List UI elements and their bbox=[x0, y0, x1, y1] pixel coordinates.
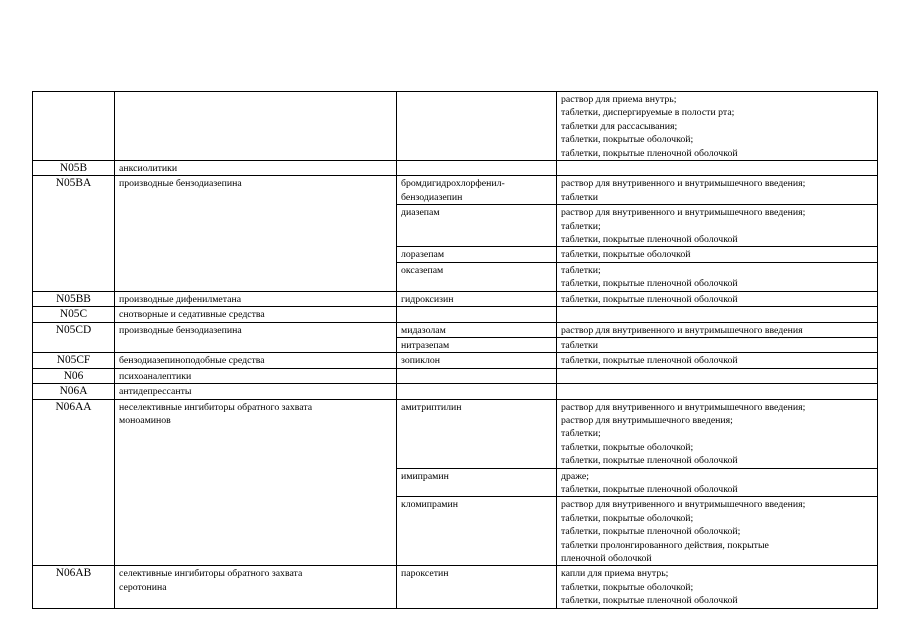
drug-cell bbox=[397, 368, 557, 383]
table-row bbox=[33, 399, 878, 468]
drug-cell bbox=[397, 337, 557, 352]
table-row bbox=[33, 322, 878, 337]
drug-line: нитразепам bbox=[401, 339, 450, 351]
form-line: капли для приема внутрь; bbox=[561, 568, 669, 580]
group-cell bbox=[115, 161, 397, 176]
form-line: раствор для внутривенного и внутримышечного введения bbox=[561, 324, 803, 336]
table-row bbox=[33, 92, 878, 161]
table-row bbox=[33, 368, 878, 383]
form-line: таблетки, покрытые оболочкой; bbox=[561, 512, 694, 524]
form-line: таблетки; bbox=[561, 428, 601, 440]
drug-line: зопиклон bbox=[401, 355, 440, 367]
atc-code-cell: N06A bbox=[33, 384, 115, 399]
form-line: таблетки, покрытые пленочной оболочкой; bbox=[561, 526, 741, 538]
form-line: таблетки, покрытые пленочной оболочкой bbox=[561, 355, 738, 367]
form-line: таблетки, покрытые пленочной оболочкой bbox=[561, 147, 738, 159]
group-cell bbox=[115, 322, 397, 353]
form-line: таблетки, покрытые пленочной оболочкой bbox=[561, 293, 738, 305]
form-line: пленочной оболочкой bbox=[561, 553, 652, 564]
forms-cell bbox=[557, 291, 878, 306]
forms-cell bbox=[557, 307, 878, 322]
group-line: психоаналептики bbox=[119, 370, 192, 382]
form-line: таблетки bbox=[561, 339, 599, 351]
group-cell bbox=[115, 92, 397, 161]
drug-line: бензодиазепин bbox=[401, 191, 463, 203]
form-line: таблетки, покрытые пленочной оболочкой bbox=[561, 234, 738, 246]
drug-cell bbox=[397, 161, 557, 176]
drug-cell bbox=[397, 497, 557, 566]
group-line: производные дифенилметана bbox=[119, 293, 242, 305]
atc-code-cell: N05BA bbox=[33, 176, 115, 291]
atc-code-cell: N05CF bbox=[33, 353, 115, 368]
forms-cell bbox=[557, 384, 878, 399]
table-row bbox=[33, 307, 878, 322]
drug-cell bbox=[397, 384, 557, 399]
atc-code-cell: N06AA bbox=[33, 399, 115, 566]
group-line: антидепрессанты bbox=[119, 386, 192, 398]
table-row bbox=[33, 384, 878, 399]
form-line: таблетки, диспергируемые в полости рта; bbox=[561, 107, 735, 119]
group-cell bbox=[115, 368, 397, 383]
drug-cell bbox=[397, 307, 557, 322]
form-line: таблетки; bbox=[561, 264, 601, 276]
table-row bbox=[33, 176, 878, 205]
forms-cell bbox=[557, 161, 878, 176]
group-line: снотворные и седативные средства bbox=[119, 309, 265, 321]
group-line: производные бензодиазепина bbox=[119, 178, 242, 190]
form-line: таблетки, покрытые пленочной оболочкой bbox=[561, 455, 738, 467]
drug-cell bbox=[397, 322, 557, 337]
group-cell bbox=[115, 566, 397, 608]
form-line: таблетки пролонгированного действия, покрытые bbox=[561, 539, 769, 551]
group-line: производные бензодиазепина bbox=[119, 324, 242, 336]
table-row bbox=[33, 291, 878, 306]
drug-cell bbox=[397, 92, 557, 161]
drug-cell bbox=[397, 399, 557, 468]
forms-cell bbox=[557, 262, 878, 291]
form-line: таблетки; bbox=[561, 220, 601, 232]
forms-cell bbox=[557, 176, 878, 205]
atc-code-cell: N06 bbox=[33, 368, 115, 383]
drug-line: пароксетин bbox=[401, 568, 449, 580]
table-row bbox=[33, 353, 878, 368]
group-cell bbox=[115, 291, 397, 306]
drug-line: мидазолам bbox=[401, 324, 446, 336]
forms-cell bbox=[557, 92, 878, 161]
forms-cell bbox=[557, 368, 878, 383]
form-line: таблетки, покрытые оболочкой; bbox=[561, 134, 694, 146]
group-cell bbox=[115, 176, 397, 291]
form-line: раствор для внутримышечного введения; bbox=[561, 414, 733, 426]
form-line: раствор для внутривенного и внутримышечного введения; bbox=[561, 207, 806, 219]
drug-line: амитриптилин bbox=[401, 401, 462, 413]
group-line: серотонина bbox=[119, 581, 167, 593]
drug-cell bbox=[397, 262, 557, 291]
drug-line: имипрамин bbox=[401, 470, 449, 482]
form-line: таблетки, покрытые оболочкой; bbox=[561, 581, 694, 593]
atc-code-cell: N05BB bbox=[33, 291, 115, 306]
atc-code-cell bbox=[33, 92, 115, 161]
group-cell bbox=[115, 384, 397, 399]
form-line: раствор для приема внутрь; bbox=[561, 94, 677, 105]
drug-line: кломипрамин bbox=[401, 499, 458, 511]
form-line: таблетки, покрытые пленочной оболочкой bbox=[561, 278, 738, 290]
drug-line: диазепам bbox=[401, 207, 440, 219]
forms-cell bbox=[557, 322, 878, 337]
drug-cell bbox=[397, 176, 557, 205]
forms-cell bbox=[557, 566, 878, 608]
group-line: бензодиазепиноподобные средства bbox=[119, 355, 265, 367]
forms-cell bbox=[557, 468, 878, 497]
form-line: таблетки для рассасывания; bbox=[561, 120, 678, 132]
form-line: таблетки, покрытые оболочкой bbox=[561, 249, 691, 261]
drug-line: бромдигидрохлорфенил- bbox=[401, 178, 505, 190]
drug-cell bbox=[397, 353, 557, 368]
form-line: таблетки, покрытые пленочной оболочкой bbox=[561, 483, 738, 495]
group-line: селективные ингибиторы обратного захвата bbox=[119, 568, 303, 580]
atc-code-cell: N05C bbox=[33, 307, 115, 322]
drug-cell bbox=[397, 468, 557, 497]
form-line: драже; bbox=[561, 470, 589, 482]
form-line: раствор для внутривенного и внутримышечного введения; bbox=[561, 178, 806, 190]
group-line: анксиолитики bbox=[119, 163, 178, 175]
forms-cell bbox=[557, 247, 878, 262]
forms-cell bbox=[557, 353, 878, 368]
atc-code-cell: N05CD bbox=[33, 322, 115, 353]
drug-cell bbox=[397, 247, 557, 262]
form-line: таблетки, покрытые пленочной оболочкой bbox=[561, 595, 738, 607]
table-row bbox=[33, 161, 878, 176]
drug-cell bbox=[397, 291, 557, 306]
form-line: таблетки, покрытые оболочкой; bbox=[561, 441, 694, 453]
drug-classification-table bbox=[32, 91, 878, 609]
group-cell bbox=[115, 353, 397, 368]
form-line: раствор для внутривенного и внутримышечного введения; bbox=[561, 401, 806, 413]
forms-cell bbox=[557, 497, 878, 566]
drug-cell bbox=[397, 205, 557, 247]
atc-code-cell: N05B bbox=[33, 161, 115, 176]
drug-line: лоразепам bbox=[401, 249, 445, 261]
drug-line: оксазепам bbox=[401, 264, 444, 276]
forms-cell bbox=[557, 337, 878, 352]
table-row bbox=[33, 566, 878, 608]
form-line: раствор для внутривенного и внутримышечного введения; bbox=[561, 499, 806, 511]
group-cell bbox=[115, 399, 397, 566]
drug-line: гидроксизин bbox=[401, 293, 454, 305]
form-line: таблетки bbox=[561, 191, 599, 203]
group-cell bbox=[115, 307, 397, 322]
group-line: неселективные ингибиторы обратного захвата bbox=[119, 401, 313, 413]
group-line: моноаминов bbox=[119, 414, 171, 426]
forms-cell bbox=[557, 205, 878, 247]
drug-cell bbox=[397, 566, 557, 608]
forms-cell bbox=[557, 399, 878, 468]
atc-code-cell: N06AB bbox=[33, 566, 115, 608]
